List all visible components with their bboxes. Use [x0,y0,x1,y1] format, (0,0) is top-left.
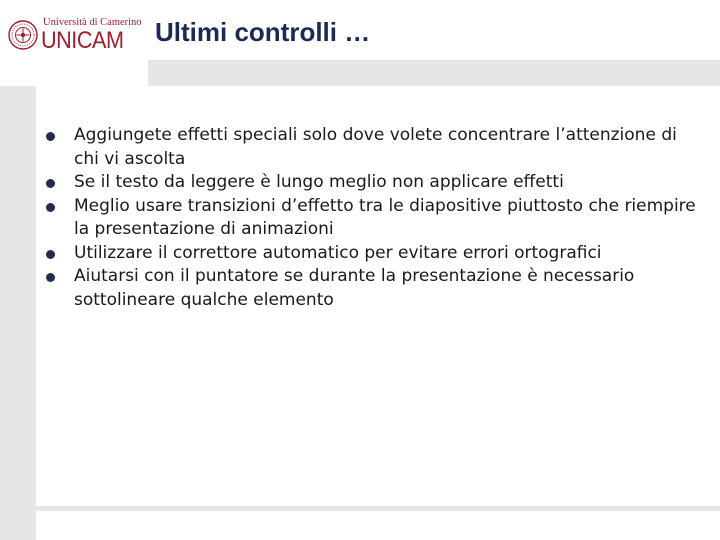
footer-rule [36,506,720,511]
bullet-text: Meglio usare transizioni d’effetto tra le diapositive piuttosto che riempire la presentazione di animazioni [74,195,696,239]
bullet-item [46,265,706,312]
bullet-dot-icon [46,132,55,141]
slide-title: Ultimi controlli … [155,17,371,47]
left-margin-band [0,86,36,540]
logo-wordmark: UNICAM [41,27,124,54]
logo-university-text: Università di Camerino [43,17,142,28]
bullet-list [46,124,706,312]
bullet-item [46,242,706,266]
bullet-dot-icon [46,179,55,188]
bullet-text: Aiutarsi con il puntatore se durante la presentazione è necessario sottolineare qualche elemento [74,266,635,310]
bullet-item [46,171,706,195]
bullet-text: Se il testo da leggere è lungo meglio non applicare effetti [74,172,564,192]
bullet-text: Aggiungete effetti speciali solo dove volete concentrare l’attenzione di chi vi ascolta [74,125,677,169]
bullet-item [46,124,706,171]
unicam-logo [8,14,140,58]
header-band [148,60,720,86]
bullet-text: Utilizzare il correttore automatico per evitare errori ortografici [74,242,602,263]
bullet-dot-icon [46,203,55,212]
bullet-dot-icon [46,250,55,259]
university-seal-icon [8,20,38,50]
bullet-item [46,195,706,242]
bullet-dot-icon [46,273,55,282]
